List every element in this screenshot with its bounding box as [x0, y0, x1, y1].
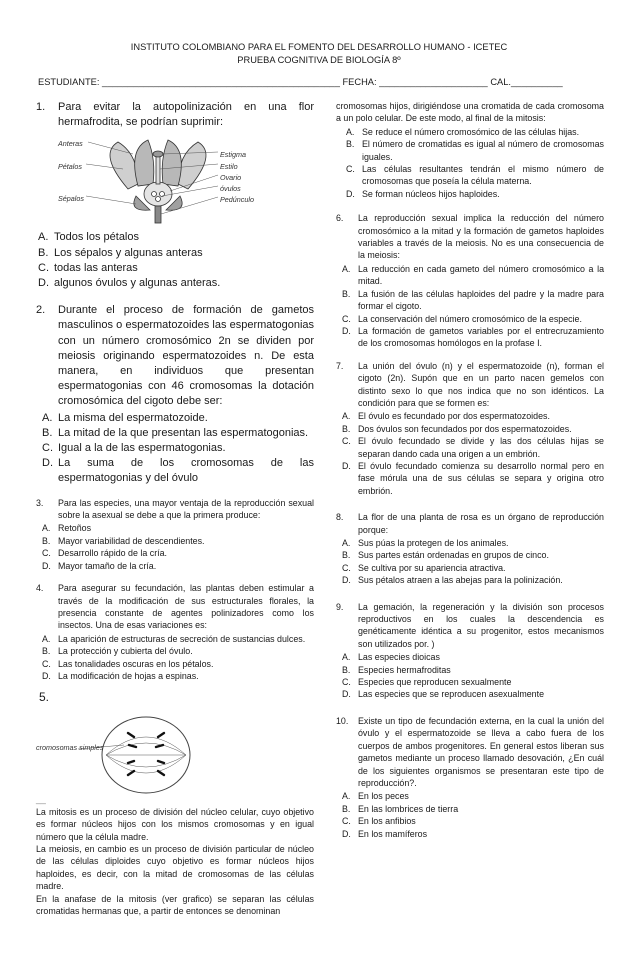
question-number: 3.	[36, 497, 44, 508]
option-text: La aparición de estructuras de secreción de sustancias dulces.	[58, 633, 306, 644]
option-text: Especies hermafroditas	[358, 664, 451, 675]
option-letter: B.	[42, 646, 51, 657]
option-c[interactable]	[40, 441, 314, 456]
option-a[interactable]	[36, 230, 314, 245]
option-letter: D.	[38, 277, 49, 290]
question-number: 8.	[336, 512, 344, 523]
option-c[interactable]	[340, 313, 604, 325]
option-text: En los anfibios	[358, 816, 416, 827]
options	[40, 411, 314, 487]
option-text: Sus púas la protegen de los animales.	[358, 538, 509, 548]
option-c[interactable]	[344, 163, 604, 188]
option-c[interactable]	[340, 676, 604, 688]
paragraph-meiosis: La meiosis, en cambio es un proceso de división particular de núcleo de las células diploides cuyo objetivo es formar núcleos hijos haploides, es decir, con la mitad de cromosomas de las células madre.	[36, 843, 314, 892]
option-d[interactable]	[340, 574, 604, 586]
option-text: Sus pétalos atraen a las abejas para la polinización.	[358, 575, 563, 586]
option-a[interactable]	[340, 537, 604, 549]
option-letter: D.	[346, 188, 355, 199]
option-text: Se reduce el número cromosómico de las células hijas.	[362, 126, 580, 137]
options	[40, 633, 314, 683]
option-text: Las tonalidades oscuras en los pétalos.	[58, 658, 214, 669]
question-text-continued: cromosomas hijos, dirigiéndose una cromatida de cada cromosoma a un polo celular. De este modo, al final de la mitosis:	[336, 101, 604, 124]
option-a[interactable]	[344, 126, 604, 138]
option-text: El número de cromatidas es igual al número de cromosomas iguales.	[362, 139, 604, 162]
option-letter: A.	[342, 411, 351, 422]
option-text: Las células resultantes tendrán el mismo número de cromosomas que poseía la célula materna.	[362, 164, 604, 187]
option-text: Las especies dioicas	[358, 652, 440, 663]
question-number: 10.	[336, 715, 349, 726]
option-text: Desarrollo rápido de la cría.	[58, 548, 168, 559]
question-4	[36, 582, 314, 682]
option-letter: A.	[342, 791, 351, 802]
question-number: 7.	[336, 360, 344, 371]
option-d[interactable]	[40, 670, 314, 682]
label-estilo: Estilo	[220, 162, 238, 172]
option-c[interactable]	[340, 815, 604, 827]
option-letter: A.	[42, 411, 53, 424]
question-text: Existe un tipo de fecundación externa, en la cual la unión del óvulo y el espermatozoide se lleva a cabo fuera de los cuerpos de ambos progenitores. En general estos liberan sus gametos mediante un proceso llamado desovación, ¿En cuál de los siguientes organismos se presentaran este tipo de reproducción?.	[358, 715, 604, 788]
paragraph-anaphase: En la anafase de la mitosis (ver grafico) se separan las células cromatidas hermanas que, a partir de entonces se denominan	[36, 893, 314, 916]
option-letter: C.	[342, 313, 351, 324]
option-text: algunos óvulos y algunas anteras.	[54, 277, 221, 290]
option-text: Todos los pétalos	[54, 231, 139, 244]
option-text: La fusión de las células haploides del padre y la madre para formar el cigoto.	[358, 288, 604, 312]
option-text: Se cultiva por su apariencia atractiva.	[358, 562, 506, 573]
option-text: En los mamíferos	[358, 828, 428, 839]
option-text: La suma de los cromosomas de las espermatogonias y del óvulo	[58, 457, 314, 485]
option-letter: B.	[342, 664, 351, 675]
question-3	[36, 497, 314, 572]
option-letter: D.	[342, 460, 351, 471]
question-2	[36, 303, 314, 486]
option-b[interactable]	[340, 423, 604, 435]
question-9	[336, 601, 604, 701]
option-d[interactable]	[40, 456, 314, 486]
option-letter: C.	[42, 658, 51, 669]
option-letter: D.	[342, 325, 351, 336]
option-b[interactable]	[344, 138, 604, 163]
label-sepalos: Sépalos	[58, 194, 84, 204]
option-letter: A.	[38, 231, 49, 244]
question-text: La reproducción sexual implica la reducción del número cromosómico a la mitad y la formación de gametos haploides variables a través de la meiosis. No es una consecuencia de la meiosis:	[358, 213, 604, 261]
option-letter: D.	[342, 575, 351, 586]
option-letter: C.	[38, 261, 49, 274]
option-letter: C.	[342, 816, 351, 827]
option-letter: B.	[342, 803, 351, 814]
option-letter: A.	[42, 523, 51, 534]
option-a[interactable]	[340, 790, 604, 802]
option-c[interactable]	[340, 562, 604, 574]
options	[340, 537, 604, 587]
anaphase-illustration	[36, 709, 216, 795]
option-text: El óvulo es fecundado por dos espermatozoides.	[358, 411, 550, 422]
option-letter: D.	[42, 457, 53, 470]
label-ovulos: óvulos	[220, 184, 241, 194]
question-text: La unión del óvulo (n) y el espermatozoide (n), forman el cigoto (2n). Supón que en un parto nacen gemelos con distinto sexo lo que nos indica que no son idénticos. La condición para que se formen es:	[358, 360, 604, 408]
option-a[interactable]	[340, 651, 604, 663]
option-text: Retoños	[58, 523, 92, 534]
label-petalos: Pétalos	[58, 162, 82, 172]
mitosis-diagram	[36, 709, 314, 795]
option-text: todas las anteras	[54, 261, 138, 274]
option-b[interactable]	[340, 664, 604, 676]
option-d[interactable]	[344, 188, 604, 200]
question-8	[336, 511, 604, 586]
option-d[interactable]	[340, 828, 604, 840]
option-d[interactable]	[340, 688, 604, 700]
option-letter: B.	[342, 288, 351, 299]
options	[344, 126, 604, 200]
option-letter: C.	[342, 436, 351, 447]
option-d[interactable]	[340, 325, 604, 350]
option-text: Los sépalos y algunas anteras	[54, 246, 203, 259]
option-text: Mayor variabilidad de descendientes.	[58, 535, 205, 546]
option-b[interactable]	[340, 288, 604, 313]
option-letter: C.	[42, 548, 51, 559]
option-a[interactable]	[40, 522, 314, 534]
question-1	[36, 100, 314, 291]
option-text: Mayor tamaño de la cría.	[58, 560, 157, 571]
test-title: PRUEBA COGNITIVA DE BIOLOGÍA 8º	[237, 55, 401, 65]
option-letter: A.	[342, 652, 351, 663]
option-b[interactable]	[36, 246, 314, 261]
question-number: 1.	[36, 101, 46, 113]
option-text: La misma del espermatozoide.	[58, 411, 208, 424]
option-c[interactable]	[40, 547, 314, 559]
option-letter: A.	[42, 633, 51, 644]
options	[340, 651, 604, 701]
question-text: Durante el proceso de formación de gametos masculinos o espermatozoides las espermatogonias con un número cromosómico 2n se dividen por meiosis originando espermatozoides n. De esta manera, en individuos que presentan espermatogonias con 46 cromosomas la dotación cromosómica del cigoto debe ser:	[58, 304, 314, 408]
question-text: Para evitar la autopolinización en una flor hermafrodita, se podrían suprimir:	[58, 101, 314, 129]
left-column	[36, 100, 314, 917]
question-5-continued	[336, 100, 604, 200]
option-text: La modificación de hojas a espinas.	[58, 670, 199, 681]
option-d[interactable]	[40, 560, 314, 572]
option-letter: A.	[346, 126, 355, 137]
option-letter: B.	[346, 139, 355, 150]
option-text: Las especies que se reproducen asexualmente	[358, 689, 545, 700]
question-10	[336, 715, 604, 840]
option-a[interactable]	[40, 411, 314, 426]
option-text: La formación de gametos variables por el entrecruzamiento de los cromosomas homólogos en la profase I.	[358, 325, 604, 349]
option-text: Sus partes están ordenadas en grupos de cinco.	[358, 550, 549, 561]
option-letter: B.	[38, 246, 49, 259]
options	[340, 263, 604, 350]
question-number: 5.	[39, 690, 50, 705]
option-text: El óvulo fecundado comienza su desarrollo normal pero en fase mórula una de sus células se separa y origina otro embrión.	[358, 460, 604, 496]
question-text: Para asegurar su fecundación, las plantas deben estimular a través de la modificación de sus estructurales florales, la presencia constante de agentes polinizadores como los insectos. Una de esas variaciones es:	[58, 583, 314, 631]
option-text: Especies que reproducen sexualmente	[358, 677, 512, 688]
question-number: 6.	[336, 213, 344, 224]
question-text: La flor de una planta de rosa es un órgano de reproducción porque:	[358, 512, 604, 535]
option-text: Igual a la de las espermatogonias.	[58, 442, 226, 455]
option-text: La conservación del número cromosómico de la especie.	[358, 313, 582, 324]
option-text: La protección y cubierta del óvulo.	[58, 646, 193, 657]
option-letter: C.	[342, 562, 351, 573]
option-letter: D.	[42, 560, 51, 571]
option-b[interactable]	[40, 645, 314, 657]
option-c[interactable]	[340, 435, 604, 460]
label-peduculo: Pedúnculo	[220, 195, 254, 205]
option-letter: C.	[346, 164, 355, 175]
paragraph-mitosis: La mitosis es un proceso de división del núcleo celular, cuyo objetivo es formar núcleos hijos con los mismos cromosomas y en igual número que la célula madre.	[36, 806, 314, 842]
right-column	[336, 100, 604, 840]
question-number: 2.	[36, 304, 46, 317]
options	[340, 410, 604, 497]
option-d[interactable]	[36, 276, 314, 291]
option-d[interactable]	[340, 460, 604, 497]
option-text: En las lombrices de tierra	[358, 803, 459, 814]
option-letter: D.	[342, 689, 351, 700]
options	[340, 790, 604, 840]
option-b[interactable]	[340, 803, 604, 815]
option-letter: B.	[42, 535, 51, 546]
option-a[interactable]	[340, 263, 604, 288]
school-name: INSTITUTO COLOMBIANO PARA EL FOMENTO DEL DESARROLLO HUMANO - ICETEC	[130, 42, 508, 52]
label-anteras: Anteras	[58, 139, 83, 149]
option-letter: D.	[42, 670, 51, 681]
option-letter: A.	[342, 538, 351, 548]
option-letter: A.	[342, 263, 351, 274]
option-b[interactable]	[340, 549, 604, 561]
option-text: Dos óvulos son fecundados por dos espermatozoides.	[358, 423, 572, 434]
option-letter: B.	[42, 426, 53, 439]
option-letter: B.	[342, 550, 351, 561]
option-b[interactable]	[40, 535, 314, 547]
label-estigma: Estigma	[220, 150, 246, 160]
option-letter: C.	[342, 677, 351, 688]
label-ovario: Ovario	[220, 173, 242, 183]
option-text: La mitad de la que presentan las espermatogonias.	[58, 426, 309, 439]
option-text: La reducción en cada gameto del número cromosómico a la mitad.	[358, 263, 604, 287]
student-date-grade-line: ESTUDIANTE: ______________________________________________ FECHA: _____________________ CAL.__________	[38, 77, 563, 87]
option-a[interactable]	[340, 410, 604, 422]
option-text: El óvulo fecundado se divide y las dos células hijas se separan dando cada una origen a un embrión.	[358, 436, 604, 459]
question-text: La gemación, la regeneración y la división son procesos reproductivos en los cuales la descendencia es genéticamente idéntica a su progenitor, estos mecanismos son utilizados por. )	[358, 601, 604, 649]
option-text: Se forman núcleos hijos haploides.	[362, 188, 500, 199]
flower-diagram	[58, 134, 314, 224]
question-7	[336, 360, 604, 497]
options	[36, 230, 314, 291]
option-b[interactable]	[40, 426, 314, 441]
options	[40, 522, 314, 572]
option-letter: C.	[42, 442, 53, 455]
question-number: 9.	[336, 601, 344, 612]
question-text: Para las especies, una mayor ventaja de la reproducción sexual sobre la asexual se debe a que la primera produce:	[58, 497, 314, 521]
option-letter: D.	[342, 828, 351, 839]
option-letter: B.	[342, 423, 351, 434]
figure-caption-dash: __	[36, 794, 46, 805]
option-a[interactable]	[40, 633, 314, 645]
option-text: En los peces	[358, 791, 409, 802]
label-cromosomas-simples: cromosomas simples	[36, 743, 104, 753]
question-5	[36, 690, 314, 917]
question-number: 4.	[36, 583, 44, 594]
option-c[interactable]	[40, 658, 314, 670]
option-c[interactable]	[36, 261, 314, 276]
question-6	[336, 212, 604, 349]
